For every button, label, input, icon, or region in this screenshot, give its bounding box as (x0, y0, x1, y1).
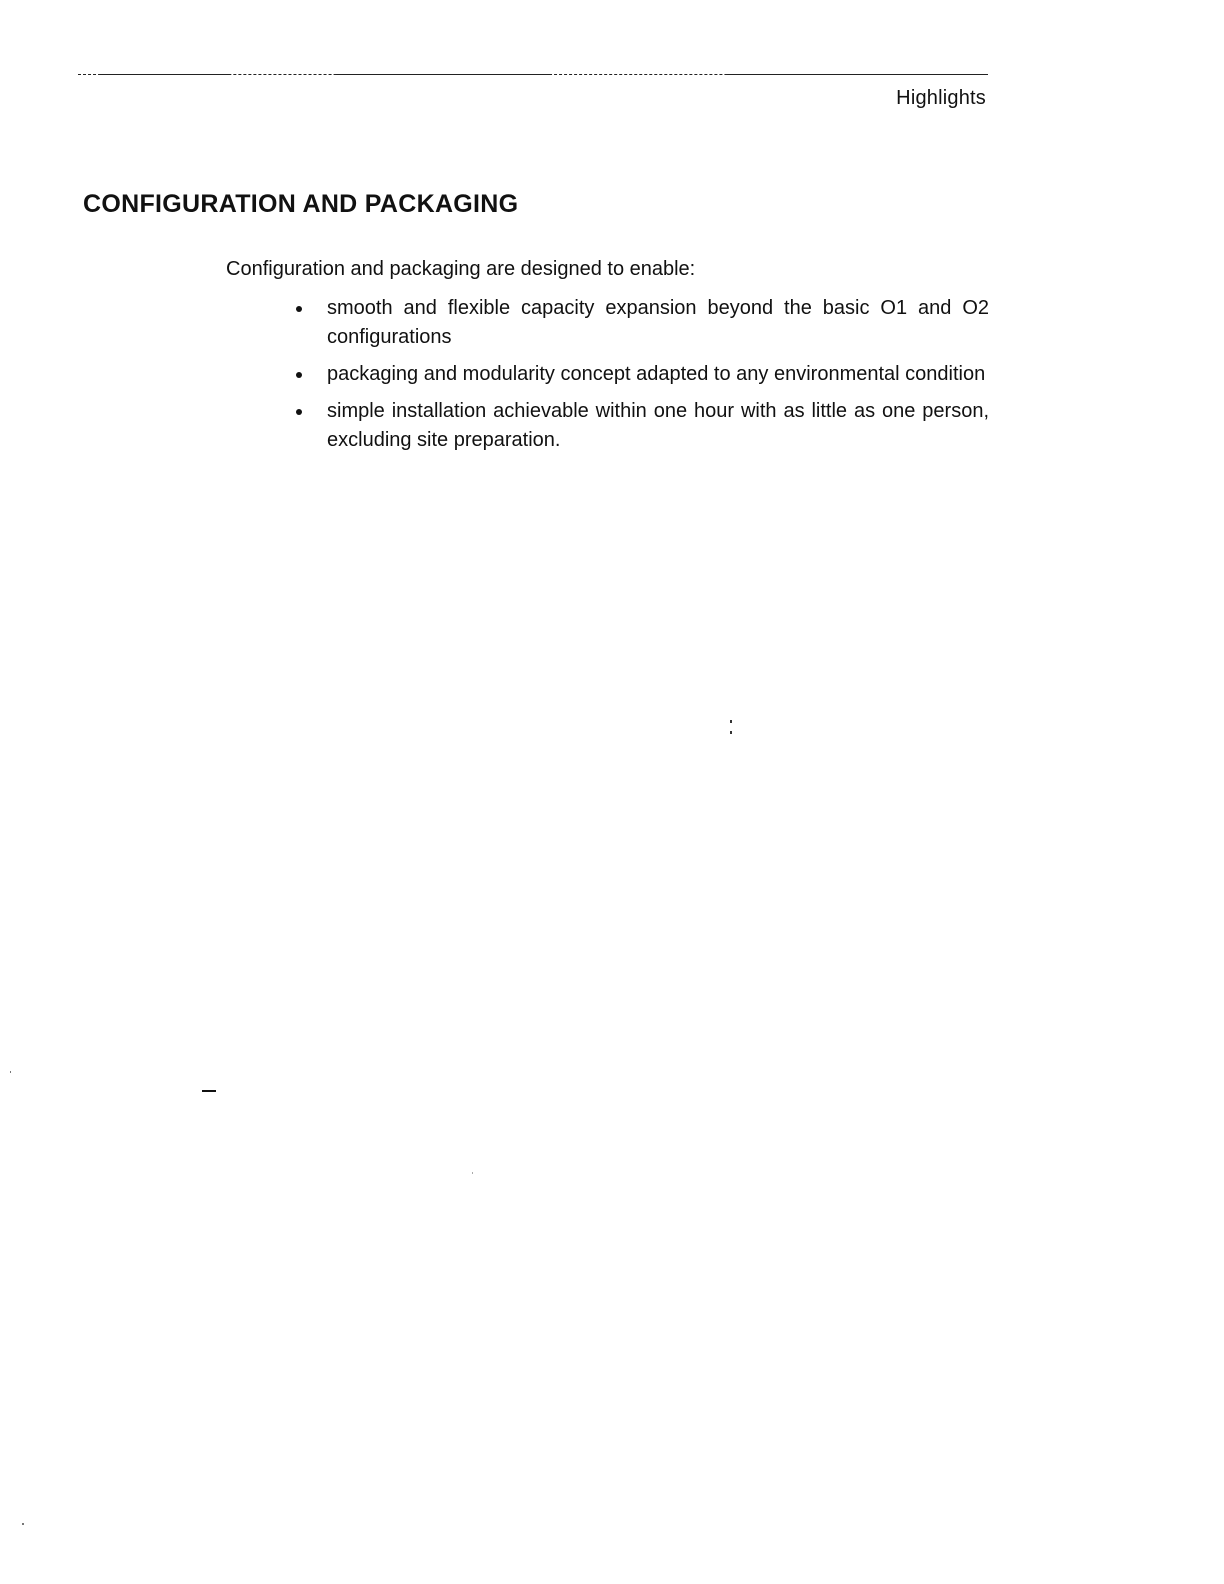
scan-speck (730, 731, 732, 734)
scan-speck (472, 1172, 473, 1174)
list-item (296, 397, 989, 455)
list-item-text: smooth and flexible capacity expansion beyond the basic O1 and O2 configurations (327, 297, 989, 348)
scan-mark (202, 1090, 216, 1092)
bullet-icon (296, 306, 302, 312)
header-rule-segment (725, 74, 987, 75)
intro-text: Configuration and packaging are designed to enable: (226, 258, 696, 280)
list-item-text: packaging and modularity concept adapted to any environmental condition (327, 363, 986, 385)
section-heading: CONFIGURATION AND PACKAGING (83, 190, 519, 218)
header-rule-segment (335, 74, 550, 75)
scan-speck (10, 1071, 11, 1073)
list-item (296, 294, 989, 352)
bullet-icon (296, 372, 302, 378)
scan-speck (22, 1523, 24, 1525)
list-item (296, 360, 989, 389)
header-rule-segment (100, 74, 230, 75)
bullet-list (296, 294, 989, 463)
list-item-text: simple installation achievable within one hour with as little as one person, excluding site preparation. (327, 400, 989, 451)
running-head: Highlights (896, 87, 986, 109)
scan-speck (730, 720, 732, 723)
bullet-icon (296, 409, 302, 415)
